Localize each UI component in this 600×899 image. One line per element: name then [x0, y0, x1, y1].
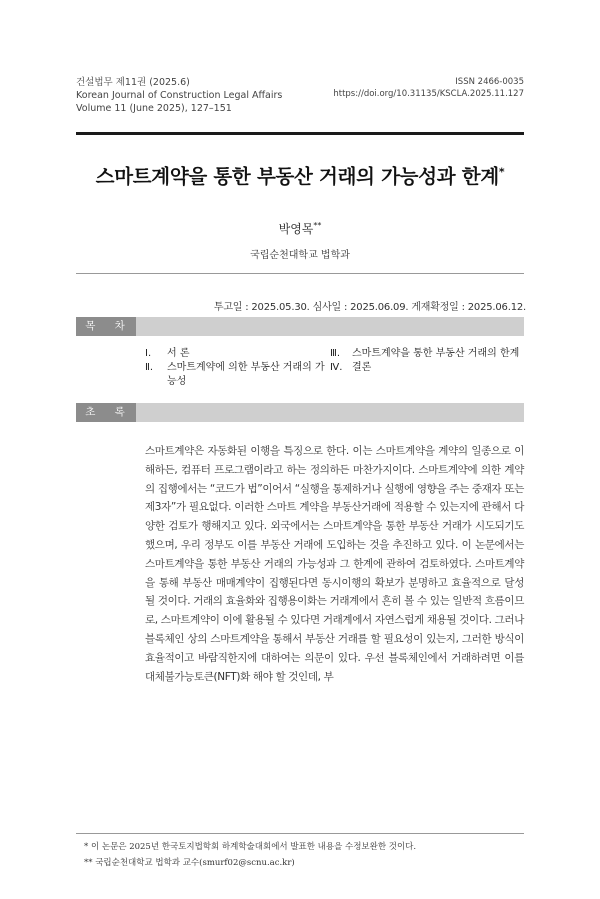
toc-item-label: 결론 [352, 362, 372, 373]
toc-heading-bar [76, 317, 524, 336]
footnote-divider [76, 833, 524, 834]
toc-item-label: 스마트계약을 통한 부동산 거래의 한계 [352, 348, 520, 359]
toc-item-number: Ⅳ. [330, 362, 343, 373]
header-divider [76, 132, 524, 135]
title-footnote-mark: * [498, 165, 505, 179]
toc-item-number: Ⅰ. [145, 348, 152, 359]
journal-korean: 건설법무 제11권 (2025.6) [76, 77, 190, 88]
toc-item-number: Ⅲ. [330, 348, 341, 359]
toc-item[interactable] [145, 347, 325, 361]
footnote-1: * 이 논문은 2025년 한국토지법학회 하계학술대회에서 발표한 내용을 수정보완한 것이다. [84, 842, 417, 852]
toc-right-column [330, 347, 530, 375]
footnote-2: ** 국립순천대학교 법학과 교수(smurf02@scnu.ac.kr) [84, 858, 295, 868]
article-title [60, 161, 540, 189]
toc-item-number: Ⅱ. [145, 362, 154, 373]
title-divider [76, 273, 524, 274]
doi-link[interactable]: https://doi.org/10.31135/KSCLA.2025.11.127 [333, 89, 524, 99]
author-name-text: 박영목 [278, 222, 314, 236]
toc-item-label: 스마트계약에 의한 부동산 거래의 가능성 [167, 362, 325, 387]
author-name [0, 220, 600, 237]
journal-header [76, 76, 282, 115]
toc-item[interactable] [330, 347, 530, 361]
issn: ISSN 2466-0035 [455, 77, 524, 87]
author-footnote-mark: ** [313, 221, 322, 230]
toc-item[interactable] [145, 361, 325, 389]
toc-item-label: 서 론 [167, 348, 190, 359]
submission-dates: 투고일 : 2025.05.30. 심사일 : 2025.06.09. 게재확정일 : 2025.06.12. [213, 302, 526, 313]
author-affiliation: 국립순천대학교 법학과 [250, 250, 350, 261]
volume-pages: Volume 11 (June 2025), 127–151 [76, 103, 232, 114]
toc-left-column [145, 347, 325, 389]
publication-info [333, 76, 524, 100]
journal-english: Korean Journal of Construction Legal Affairs [76, 90, 283, 101]
abstract-heading-bar [76, 403, 524, 422]
toc-heading: 목 차 [76, 317, 136, 336]
article-title-text: 스마트계약을 통한 부동산 거래의 가능성과 한계 [95, 165, 499, 188]
abstract-body: 스마트계약은 자동화된 이행을 특징으로 한다. 이는 스마트계약을 계약의 일종으로 이해하든, 컴퓨터 프로그램이라고 하는 정의하든 마찬가지이다. 스마트계약에 의한 계약의 집행에서는 “코드가 법”이어서 “실행을 통제하거나 실행에 영향을 주는 중재자 또는 제3자”가 필요없다. 이러한 스마트 계약을 부동산거래에 적용할 수 있는지에 관해서 다양한 검토가 행해지고 있다. 외국에서는 스마트계약을 통한 부동산 거래가 시도되기도 했으며, 우리 정부도 이를 부동산 거래에 도입하는 것을 추진하고 있다. 이 논문에서는 스마트계약을 통한 부동산 거래의 가능성과 그 한계에 관하여 검토하였다. 스마트계약을 통해 부동산 매매계약이 집행된다면 동시이행의 확보가 분명하고 효율적으로 달성될 것이다. 거래의 효율화와 집행용이화는 거래계에서 흔히 볼 수 있는 일반적 흐름이므로, 스마트계약이 이에 활용될 수 있다면 거래계에서 자연스럽게 채용될 것이다. 그러나 블록체인 상의 스마트계약을 통해서 부동산 거래를 할 필요성이 있는지, 그러한 방식이 효율적이고 바람직한지에 대하여는 의문이 있다. 우선 블록체인에서 거래하려면 이를 대체불가능토큰(NFT)화 해야 할 것인데, 부 [145, 445, 524, 683]
abstract-heading: 초 록 [76, 403, 136, 422]
toc-item[interactable] [330, 361, 530, 375]
